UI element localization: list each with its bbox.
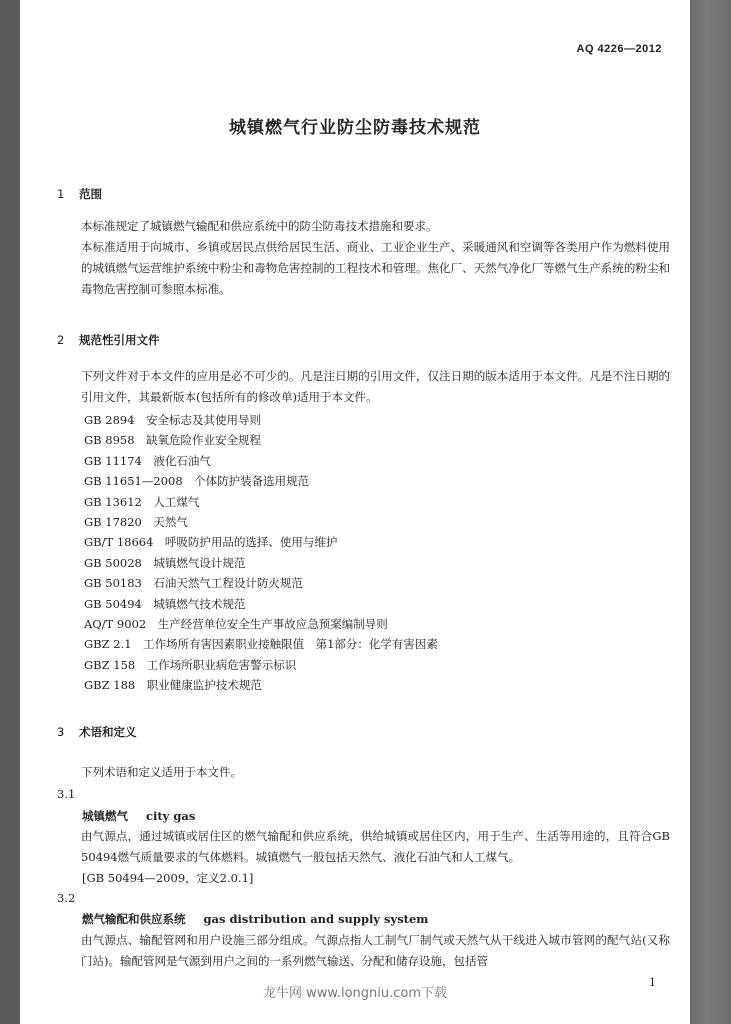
reference-item	[84, 512, 438, 532]
reference-code: GB/T 18664	[84, 535, 154, 550]
paragraph: 由气源点，通过城镇或居住区的燃气输配和供应系统，供给城镇或居住区内，用于生产、生活等用途的，且符合GB 50494燃气质量要求的气体燃料。城镇燃气一般包括天然气、液化石油气和人工煤气。	[81, 829, 670, 864]
reference-code: GBZ 188	[84, 678, 136, 693]
term-en: city gas	[146, 809, 196, 823]
term-cn: 城镇燃气	[82, 809, 128, 823]
reference-item	[84, 471, 438, 491]
section-2-intro	[58, 366, 670, 408]
document-page	[20, 0, 690, 1024]
reference-item	[84, 451, 438, 471]
reference-title: 生产经营单位安全生产事故应急预案编制导则	[157, 616, 388, 631]
reference-code: GB 2894	[84, 413, 135, 427]
reference-code: GB 11174	[84, 453, 142, 468]
reference-title: 安全标志及其使用导则	[146, 413, 262, 427]
reference-code: GB 17820	[84, 514, 142, 529]
reference-code: GBZ 2.1	[84, 637, 132, 652]
viewer-left-margin	[0, 0, 20, 1024]
term-title	[82, 808, 195, 824]
term-en: gas distribution and supply system	[203, 912, 429, 926]
footer-watermark: 龙牛网 www.longniu.com下载	[262, 986, 447, 1001]
paragraph: 下列术语和定义适用于本文件。	[81, 765, 242, 779]
reference-title: 缺氧危险作业安全规程	[146, 433, 262, 448]
reference-item	[84, 594, 438, 614]
reference-code: GB 13612	[84, 494, 142, 509]
reference-item	[84, 634, 438, 654]
reference-item	[84, 573, 438, 593]
paragraph: 本标准规定了城镇燃气输配和供应系统中的防尘防毒技术措施和要求。	[81, 219, 438, 233]
term-title	[82, 911, 428, 927]
section-1-body	[58, 216, 670, 300]
paragraph: 由气源点、输配管网和用户设施三部分组成。气源点指人工制气厂制气或天然气从干线进入城市管网的配气站(又称门站)。输配管网是气源到用户之间的一系列燃气输送、分配和储存设施，包括管	[81, 933, 670, 968]
term-definition	[58, 930, 670, 972]
reference-title: 呼吸防护用品的选择、使用与维护	[164, 535, 338, 550]
reference-code: GB 8958	[84, 433, 135, 448]
paragraph: 本标准适用于向城市、乡镇或居民点供给居民生活、商业、工业企业生产、采暖通风和空调等各类用户作为燃料使用的城镇燃气运营维护系统中粉尘和毒物危害控制的工程技术和管理。焦化厂、天然气净化厂等燃气生产系统的粉尘和毒物危害控制可参照本标准。	[81, 240, 670, 296]
reference-title: 天然气	[153, 514, 188, 529]
viewer-scrollbar-area[interactable]	[690, 0, 731, 1024]
reference-title: 工作场所职业病危害警示标识	[146, 657, 297, 672]
reference-item	[84, 675, 438, 695]
reference-item	[84, 655, 438, 675]
standard-number: AQ 4226—2012	[576, 43, 662, 55]
term-definition	[58, 826, 670, 868]
reference-title: 人工煤气	[153, 494, 200, 509]
reference-title: 城镇燃气设计规范	[153, 555, 246, 570]
reference-code: GB 11651—2008	[84, 474, 183, 489]
term-cn: 燃气输配和供应系统	[82, 912, 186, 926]
reference-item	[84, 410, 438, 430]
reference-title: 个体防护装备选用规范	[194, 474, 310, 489]
section-number: 1	[57, 187, 65, 201]
reference-title: 职业健康监护技术规范	[146, 678, 262, 693]
section-number: 2	[57, 333, 65, 347]
reference-title: 石油天然气工程设计防火规范	[153, 576, 303, 591]
section-title: 术语和定义	[79, 725, 137, 739]
section-3-intro	[58, 762, 670, 783]
reference-code: GB 50183	[84, 576, 142, 591]
reference-code: AQ/T 9002	[84, 616, 147, 631]
reference-title: 液化石油气	[153, 453, 211, 468]
term-number: 3.1	[57, 787, 76, 801]
section-1-heading	[57, 186, 102, 202]
reference-code: GB 50028	[84, 555, 142, 570]
section-number: 3	[57, 725, 65, 739]
reference-title: 城镇燃气技术规范	[153, 596, 246, 611]
reference-item	[84, 614, 438, 634]
reference-code: GB 50494	[84, 596, 142, 611]
section-title: 范围	[79, 187, 102, 201]
paragraph: 下列文件对于本文件的应用是必不可少的。凡是注日期的引用文件，仅注日期的版本适用于本文件。凡是不注日期的引用文件，其最新版本(包括所有的修改单)适用于本文件。	[81, 369, 670, 404]
reference-list	[84, 410, 438, 695]
reference-item	[84, 532, 438, 552]
section-3-heading	[57, 724, 137, 740]
reference-item	[84, 430, 438, 450]
reference-item	[84, 492, 438, 512]
page-number: 1	[649, 976, 656, 989]
reference-code: GBZ 158	[84, 657, 136, 672]
document-title: 城镇燃气行业防尘防毒技术规范	[229, 118, 481, 138]
term-number: 3.2	[57, 891, 76, 905]
reference-title: 工作场所有害因素职业接触限值 第1部分：化学有害因素	[143, 637, 438, 652]
section-2-heading	[57, 332, 160, 348]
term-source: [GB 50494—2009，定义2.0.1]	[82, 871, 254, 885]
reference-item	[84, 553, 438, 573]
section-title: 规范性引用文件	[79, 333, 160, 347]
